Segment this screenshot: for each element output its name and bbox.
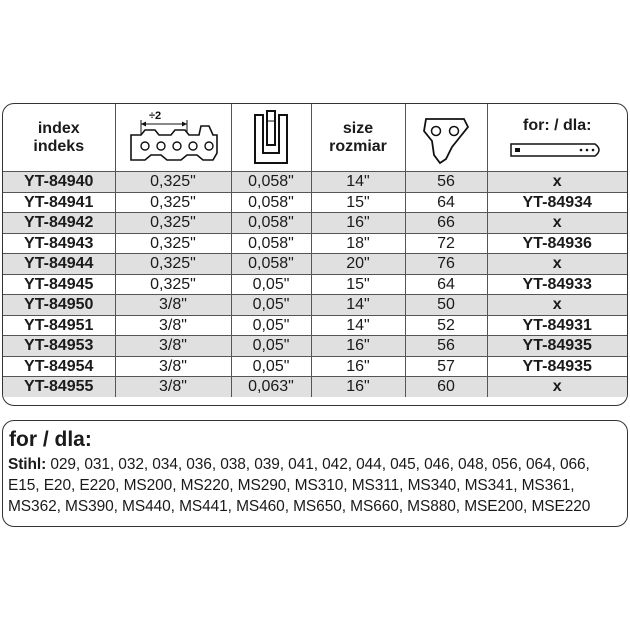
table-row [3,295,627,316]
header-index-pl: indeks [33,137,85,155]
cell-links: 57 [405,356,487,377]
cell-gauge: 0,063" [231,377,311,397]
cell-for: YT-84935 [487,336,627,357]
cell-for: x [487,172,627,193]
table-row [3,213,627,234]
spec-table [3,104,627,397]
cell-index: YT-84953 [3,336,115,357]
header-links [405,104,487,172]
table-row [3,356,627,377]
cell-for: YT-84936 [487,233,627,254]
header-size-pl: rozmiar [329,137,387,155]
spec-table-panel [2,103,628,406]
drive-link-icon [420,111,472,165]
cell-index: YT-84943 [3,233,115,254]
cell-pitch: 3/8" [115,377,231,397]
cell-index: YT-84951 [3,315,115,336]
cell-pitch: 0,325" [115,274,231,295]
pitch-label: ÷2 [149,109,162,122]
table-row [3,192,627,213]
cell-size: 14" [311,172,405,193]
cell-links: 60 [405,377,487,397]
cell-links: 66 [405,213,487,234]
compatibility-list [8,454,622,517]
cell-for: YT-84933 [487,274,627,295]
table-row [3,233,627,254]
cell-gauge: 0,05" [231,274,311,295]
cell-links: 64 [405,192,487,213]
cell-links: 72 [405,233,487,254]
cell-for: YT-84931 [487,315,627,336]
cell-size: 15" [311,192,405,213]
table-row [3,336,627,357]
cell-links: 52 [405,315,487,336]
cell-size: 16" [311,336,405,357]
compatibility-title: for / dla: [9,428,92,451]
cell-index: YT-84945 [3,274,115,295]
table-row [3,172,627,193]
table-row [3,274,627,295]
cell-links: 76 [405,254,487,275]
table-row [3,254,627,275]
header-size [311,104,405,172]
cell-for: x [487,254,627,275]
guide-bar-icon [509,141,605,159]
header-for [487,104,627,172]
cell-links: 50 [405,295,487,316]
cell-links: 64 [405,274,487,295]
cell-gauge: 0,05" [231,356,311,377]
header-index [3,104,115,172]
cell-pitch: 0,325" [115,213,231,234]
cell-gauge: 0,058" [231,213,311,234]
cell-links: 56 [405,336,487,357]
cell-for: YT-84934 [487,192,627,213]
table-row [3,315,627,336]
compatibility-brand: Stihl: [8,456,47,473]
cell-for: YT-84935 [487,356,627,377]
header-pitch [115,104,231,172]
header-row [3,104,627,172]
cell-gauge: 0,05" [231,315,311,336]
chain-pitch-icon [127,108,219,168]
header-index-en: index [37,119,80,137]
cell-pitch: 0,325" [115,233,231,254]
cell-gauge: 0,05" [231,295,311,316]
cell-gauge: 0,058" [231,172,311,193]
cell-index: YT-84944 [3,254,115,275]
cell-gauge: 0,058" [231,254,311,275]
cell-index: YT-84950 [3,295,115,316]
compatibility-models: 029, 031, 032, 034, 036, 038, 039, 041, 042, 044, 045, 046, 048, 056, 064, 066, E15, E20, E220, MS200, MS220, MS290, MS310, MS311, MS340, MS341, MS361, MS362, MS390, MS440, MS441, MS460, MS650, MS660, MS880, MSE200, MSE220 [8,456,591,515]
cell-pitch: 0,325" [115,172,231,193]
chain-gauge-icon [251,109,291,167]
cell-gauge: 0,058" [231,233,311,254]
header-size-en: size [342,119,374,137]
cell-index: YT-84955 [3,377,115,397]
cell-for: x [487,295,627,316]
cell-gauge: 0,05" [231,336,311,357]
cell-pitch: 3/8" [115,295,231,316]
cell-size: 14" [311,315,405,336]
cell-pitch: 3/8" [115,356,231,377]
cell-size: 18" [311,233,405,254]
cell-index: YT-84954 [3,356,115,377]
cell-size: 16" [311,356,405,377]
header-gauge [231,104,311,172]
header-for-label: for: / dla: [523,116,592,134]
cell-for: x [487,213,627,234]
spec-table-body [3,172,627,397]
cell-pitch: 3/8" [115,315,231,336]
cell-pitch: 0,325" [115,254,231,275]
cell-size: 20" [311,254,405,275]
cell-links: 56 [405,172,487,193]
cell-for: x [487,377,627,397]
table-row [3,377,627,397]
cell-size: 14" [311,295,405,316]
cell-size: 15" [311,274,405,295]
cell-size: 16" [311,377,405,397]
compatibility-panel [2,420,628,527]
cell-index: YT-84942 [3,213,115,234]
cell-index: YT-84940 [3,172,115,193]
cell-index: YT-84941 [3,192,115,213]
cell-gauge: 0,058" [231,192,311,213]
cell-size: 16" [311,213,405,234]
cell-pitch: 3/8" [115,336,231,357]
cell-pitch: 0,325" [115,192,231,213]
